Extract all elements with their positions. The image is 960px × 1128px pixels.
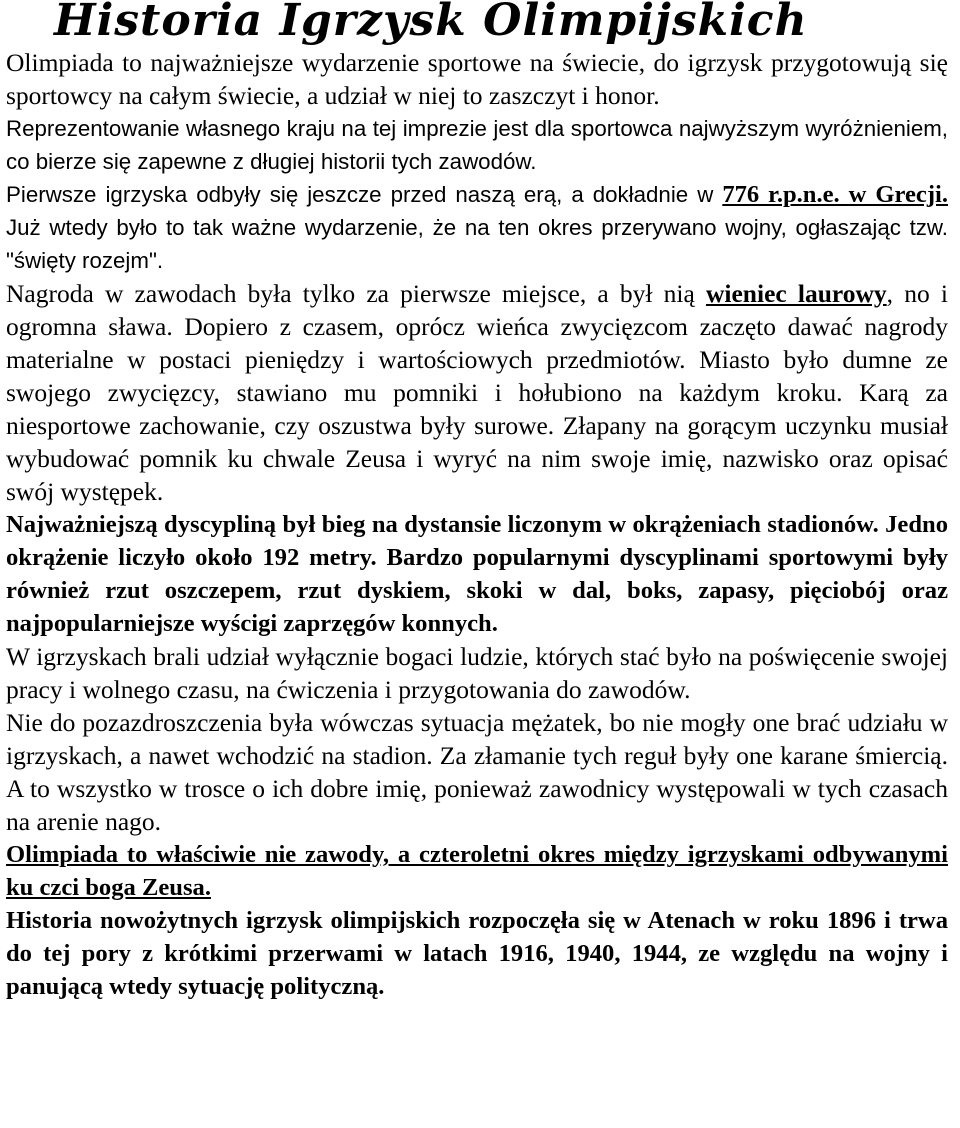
paragraph-participants: W igrzyskach brali udział wyłącznie bogaci ludzie, których stać było na poświęcenie swojej pracy i wolnego czasu, na ćwiczenia i przygotowania do zawodów.	[6, 642, 948, 704]
prizes-text: Nagroda w zawodach była tylko za pierwsze miejsce, a był nią	[6, 279, 706, 308]
first-games-truce-text: Już wtedy było to tak ważne wydarzenie, że na ten okres przerywano wojny, ogłaszając tzw. "święty rozejm".	[6, 215, 948, 273]
laurel-wreath-link[interactable]: wieniec laurowy	[705, 279, 887, 308]
paragraph-intro: Olimpiada to najważniejsze wydarzenie sportowe na świecie, do igrzysk przygotowują się sportowcy na całym świecie, a udział w niej to zaszczyt i honor.	[6, 48, 948, 110]
paragraph-prizes	[6, 277, 948, 508]
paragraph-married-women: Nie do pozazdroszczenia była wówczas sytuacja mężatek, bo nie mogły one brać udziału w igrzyskach, a nawet wchodzić na stadion. Za złamanie tych reguł były one karane śmiercią. A to wszystko w trosce o ich dobre imię, ponieważ zawodnicy występowali w tych czasach na arenie nago.	[6, 708, 948, 836]
paragraph-olympiad-definition: Olimpiada to właściwie nie zawody, a czteroletni okres między igrzyskami odbywanymi ku czci boga Zeusa.	[6, 841, 948, 901]
prizes-continued-text: , no i ogromna sława. Dopiero z czasem, oprócz wieńca zwycięzcom zaczęto dawać nagrody materialne w postaci pieniędzy i wartościowych przedmiotów. Miasto było dumne ze swojego zwycięzcy, stawiano mu pomniki i hołubiono na każdym kroku. Karą za niesportowe zachowanie, czy oszustwa były surowe. Złapany na gorącym uczynku musiał wybudować pomnik ku chwale Zeusa i wyryć na nim swoje imię, nazwisko oraz opisać swój występek.	[6, 279, 948, 506]
page-title: Historia Igrzysk Olimpijskich	[54, 0, 808, 46]
first-games-date-link[interactable]: 776 r.p.n.e. w Grecji.	[722, 181, 948, 208]
first-games-text: Pierwsze igrzyska odbyły się jeszcze przed naszą erą, a dokładnie w	[6, 182, 723, 207]
paragraph-representation: Reprezentowanie własnego kraju na tej imprezie jest dla sportowca najwyższym wyróżnieniem, co bierze się zapewne z długiej historii tych zawodów.	[6, 116, 948, 174]
paragraph-disciplines: Najważniejszą dyscypliną był bieg na dystansie liczonym w okrążeniach stadionów. Jedno okrążenie liczyło około 192 metry. Bardzo popularnymi dyscyplinami sportowymi były również rzut oszczepem, rzut dyskiem, skoki w dal, boks, zapasy, pięciobój oraz najpopularniejsze wyścigi zaprzęgów konnych.	[6, 511, 948, 637]
paragraph-modern-games: Historia nowożytnych igrzysk olimpijskich rozpoczęła się w Atenach w roku 1896 i trwa do tej pory z krótkimi przerwami w latach 1916, 1940, 1944, ze względu na wojny i panującą wtedy sytuację polityczną.	[6, 907, 948, 1000]
document-page	[6, 0, 948, 1003]
paragraph-first-games	[6, 178, 948, 277]
